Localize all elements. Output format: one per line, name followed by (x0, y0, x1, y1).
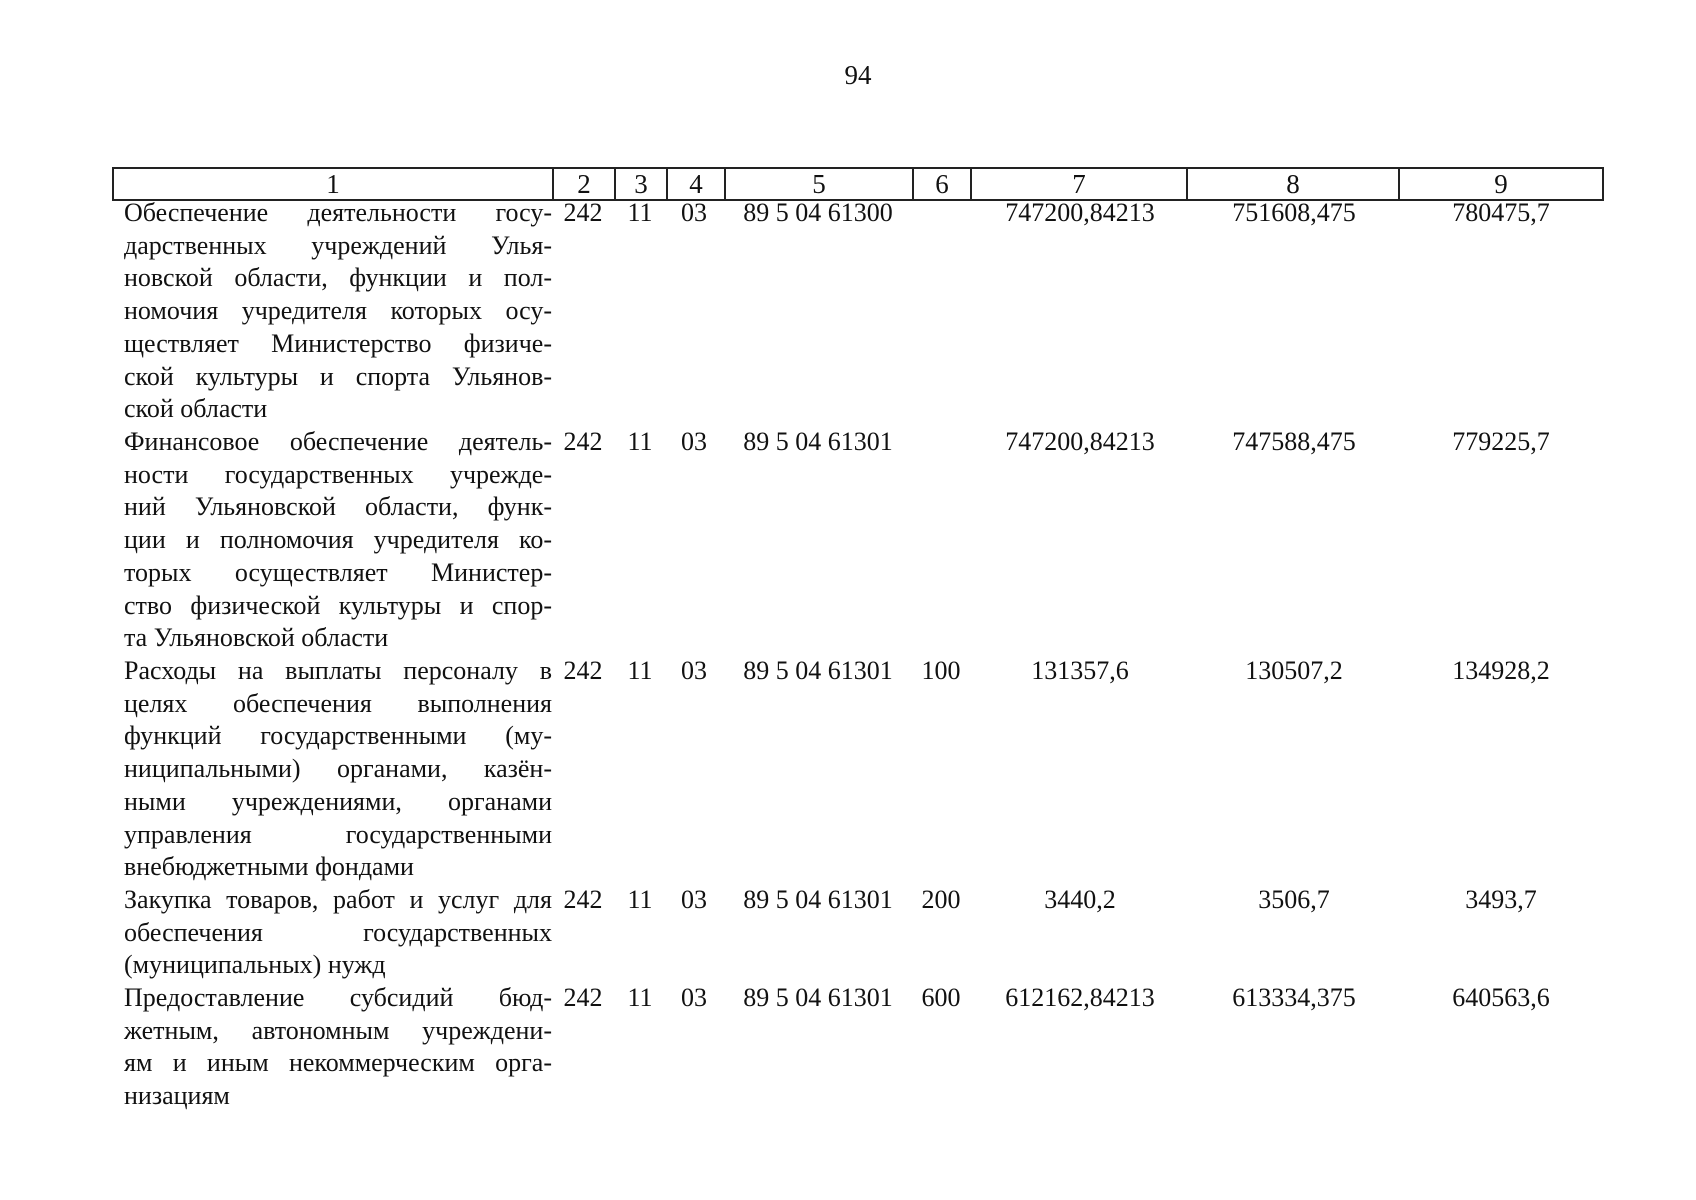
description-line: Финансовое обеспечение деятель- (124, 427, 552, 456)
col-6-value: 100 (921, 656, 961, 685)
header-col-5: 5 (725, 168, 913, 200)
description-line: ществляет Министерство физиче- (124, 328, 552, 358)
col-5-value: 89 5 04 61301 (743, 656, 893, 685)
description-line: функций государственными (му- (124, 721, 552, 751)
col-3-value: 11 (627, 656, 653, 685)
description-line: Расходы на выплаты персоналу в (124, 656, 552, 685)
header-col-8: 8 (1187, 168, 1399, 200)
col-4-value: 03 (681, 983, 707, 1012)
col-9-value: 640563,6 (1452, 983, 1550, 1012)
col-4-value: 03 (681, 427, 707, 456)
description-line: номочия учредителя которых осу- (124, 296, 552, 326)
col-3-value: 11 (627, 198, 653, 227)
col-9-value: 3493,7 (1465, 885, 1537, 914)
col-3-value: 11 (627, 885, 653, 914)
description-line: новской области, функции и пол- (124, 263, 552, 293)
row-description (124, 197, 552, 426)
col-3-value: 11 (627, 983, 653, 1012)
description-line: дарственных учреждений Улья- (124, 230, 552, 260)
col-3-value: 11 (627, 427, 653, 456)
description-line: ской культуры и спорта Ульянов- (124, 361, 552, 391)
col-7-value: 131357,6 (1031, 656, 1129, 685)
col-8-value: 613334,375 (1232, 983, 1356, 1012)
col-2-value: 242 (563, 427, 603, 456)
col-6-value: 200 (921, 885, 961, 914)
description-line: ности государственных учрежде- (124, 459, 552, 489)
description-line: ниципальными) органами, казён- (124, 754, 552, 784)
description-line: ными учреждениями, органами (124, 786, 552, 816)
col-8-value: 747588,475 (1232, 427, 1356, 456)
header-col-6: 6 (913, 168, 971, 200)
description-line: ям и иным некоммерческим орга- (124, 1048, 552, 1078)
col-2-value: 242 (563, 656, 603, 685)
description-line: Закупка товаров, работ и услуг для (124, 885, 552, 914)
description-line: торых осуществляет Министер- (124, 557, 552, 587)
description-line: Предоставление субсидий бюд- (124, 983, 552, 1012)
description-line: низациям (124, 1081, 230, 1111)
header-col-4: 4 (667, 168, 725, 200)
col-8-value: 3506,7 (1258, 885, 1330, 914)
description-line: ство физической культуры и спор- (124, 590, 552, 620)
page-number: 94 (844, 60, 872, 90)
col-4-value: 03 (681, 656, 707, 685)
description-line: та Ульяновской области (124, 623, 389, 653)
description-line: Обеспечение деятельности госу- (124, 198, 552, 227)
row-description (124, 884, 552, 982)
col-7-value: 3440,2 (1044, 885, 1116, 914)
col-9-value: 780475,7 (1452, 198, 1550, 227)
col-5-value: 89 5 04 61301 (743, 427, 893, 456)
col-5-value: 89 5 04 61301 (743, 983, 893, 1012)
col-9-value: 134928,2 (1452, 656, 1550, 685)
col-6-value: 600 (921, 983, 961, 1012)
description-line: целях обеспечения выполнения (124, 688, 552, 718)
description-line: внебюджетными фондами (124, 852, 414, 882)
col-4-value: 03 (681, 885, 707, 914)
header-col-9: 9 (1399, 168, 1603, 200)
col-2-value: 242 (563, 983, 603, 1012)
header-col-7: 7 (971, 168, 1187, 200)
col-7-value: 747200,84213 (1005, 427, 1155, 456)
header-col-1: 1 (113, 168, 553, 200)
col-2-value: 242 (563, 885, 603, 914)
col-8-value: 751608,475 (1232, 198, 1356, 227)
col-7-value: 747200,84213 (1005, 198, 1155, 227)
column-number-header (112, 167, 1604, 201)
col-5-value: 89 5 04 61300 (743, 198, 893, 227)
description-line: обеспечения государственных (124, 917, 552, 947)
col-8-value: 130507,2 (1245, 656, 1343, 685)
col-7-value: 612162,84213 (1005, 983, 1155, 1012)
row-description (124, 426, 552, 655)
description-line: ний Ульяновской области, функ- (124, 492, 552, 522)
header-col-3: 3 (615, 168, 667, 200)
row-description (124, 655, 552, 884)
description-line: (муниципальных) нужд (124, 950, 386, 980)
header-col-2: 2 (553, 168, 615, 200)
description-line: ской области (124, 394, 268, 424)
col-2-value: 242 (563, 198, 603, 227)
description-line: управления государственными (124, 819, 552, 849)
description-line: жетным, автономным учреждени- (124, 1015, 552, 1045)
col-5-value: 89 5 04 61301 (743, 885, 893, 914)
row-description (124, 982, 552, 1113)
col-4-value: 03 (681, 198, 707, 227)
col-9-value: 779225,7 (1452, 427, 1550, 456)
description-line: ции и полномочия учредителя ко- (124, 525, 552, 555)
